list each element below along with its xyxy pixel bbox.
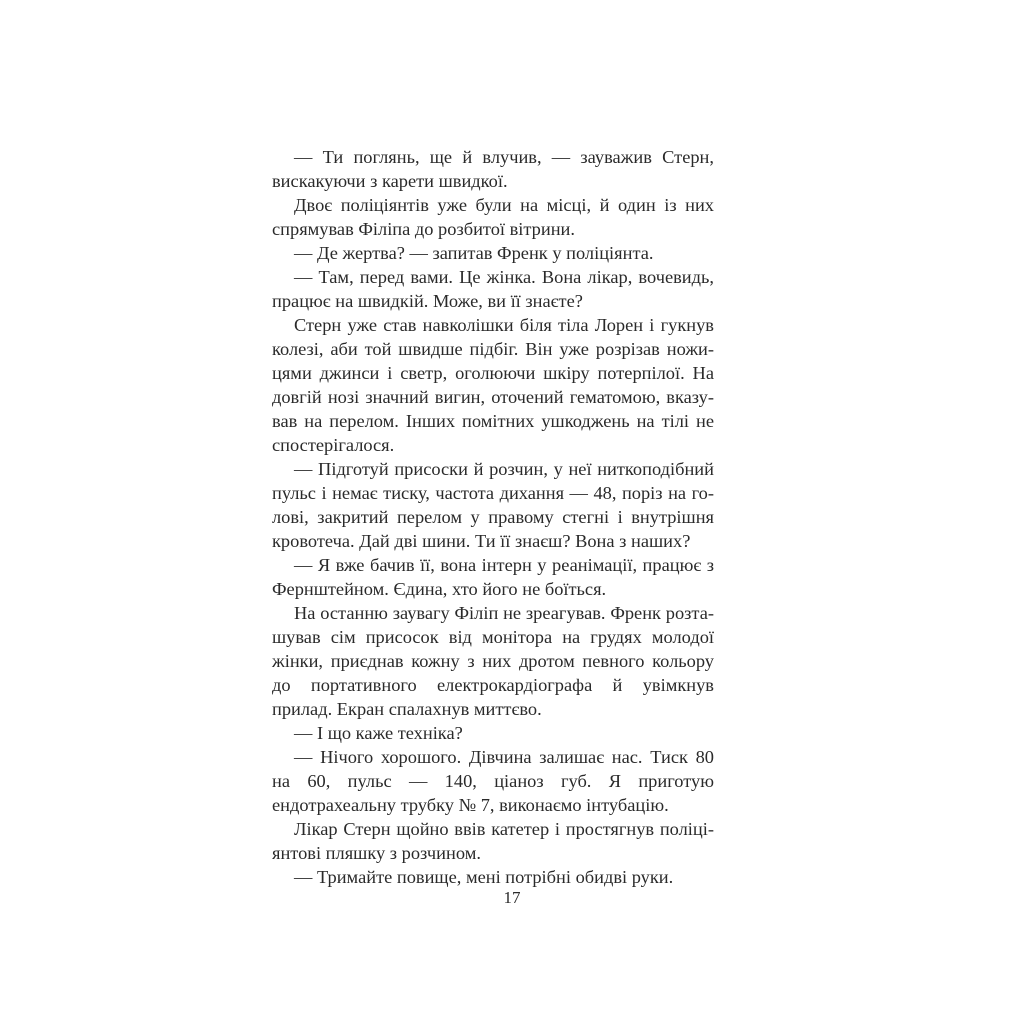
paragraph-11: Лікар Стерн щойно ввів катетер і простягнув поліціянтові пляшку з розчином. (272, 819, 714, 863)
body-text (272, 145, 714, 889)
paragraph-3: — Де жертва? — запитав Френк у поліціянта. (294, 243, 654, 263)
paragraph-7: — Я вже бачив її, вона інтерн у реанімації, працює з Фернштейном. Єдина, хто його не боїться. (272, 555, 714, 599)
paragraph-6: — Підготуй присоски й розчин, у неї ниткоподібний пульс і немає тиску, частота дихання — 48, поріз на голові, закритий перелом у правому стегні і внутрішня кровотеча. Дай дві шини. Ти її знаєш? Вона з наших? (272, 459, 714, 551)
paragraph-5: Стерн уже став навколішки біля тіла Лорен і гукнув колезі, аби той швидше підбіг. Він уже розрізав ножицями джинси і светр, оголюючи шкіру потерпілої. На довгій нозі значний вигин, оточений гематомою, вказував на перелом. Інших помітних ушкоджень на тілі не спостерігалося. (272, 315, 714, 455)
page-number: 17 (503, 888, 521, 907)
paragraph-9: — І що каже техніка? (294, 723, 463, 743)
paragraph-10: — Нічого хорошого. Дівчина залишає нас. Тиск 80 на 60, пульс — 140, ціаноз губ. Я приготую ендотрахеальну трубку № 7, виконаємо інтубацію. (272, 747, 714, 815)
paragraph-1: — Ти поглянь, ще й влучив, — зауважив Стерн, вискакуючи з карети швидкої. (272, 147, 714, 191)
paragraph-8: На останню заувагу Філіп не зреагував. Френк розташував сім присосок від монітора на грудях молодої жінки, приєднав кожну з них дротом певного кольору до портативного електрокардіографа й увімкнув прилад. Екран спалахнув миттєво. (272, 603, 714, 719)
paragraph-4: — Там, перед вами. Це жінка. Вона лікар, вочевидь, працює на швидкій. Може, ви її знаєте? (272, 267, 714, 311)
paragraph-12: — Тримайте повище, мені потрібні обидві руки. (294, 867, 674, 887)
paragraph-2: Двоє поліціянтів уже були на місці, й один із них спрямував Філіпа до розбитої вітрини. (272, 195, 714, 239)
